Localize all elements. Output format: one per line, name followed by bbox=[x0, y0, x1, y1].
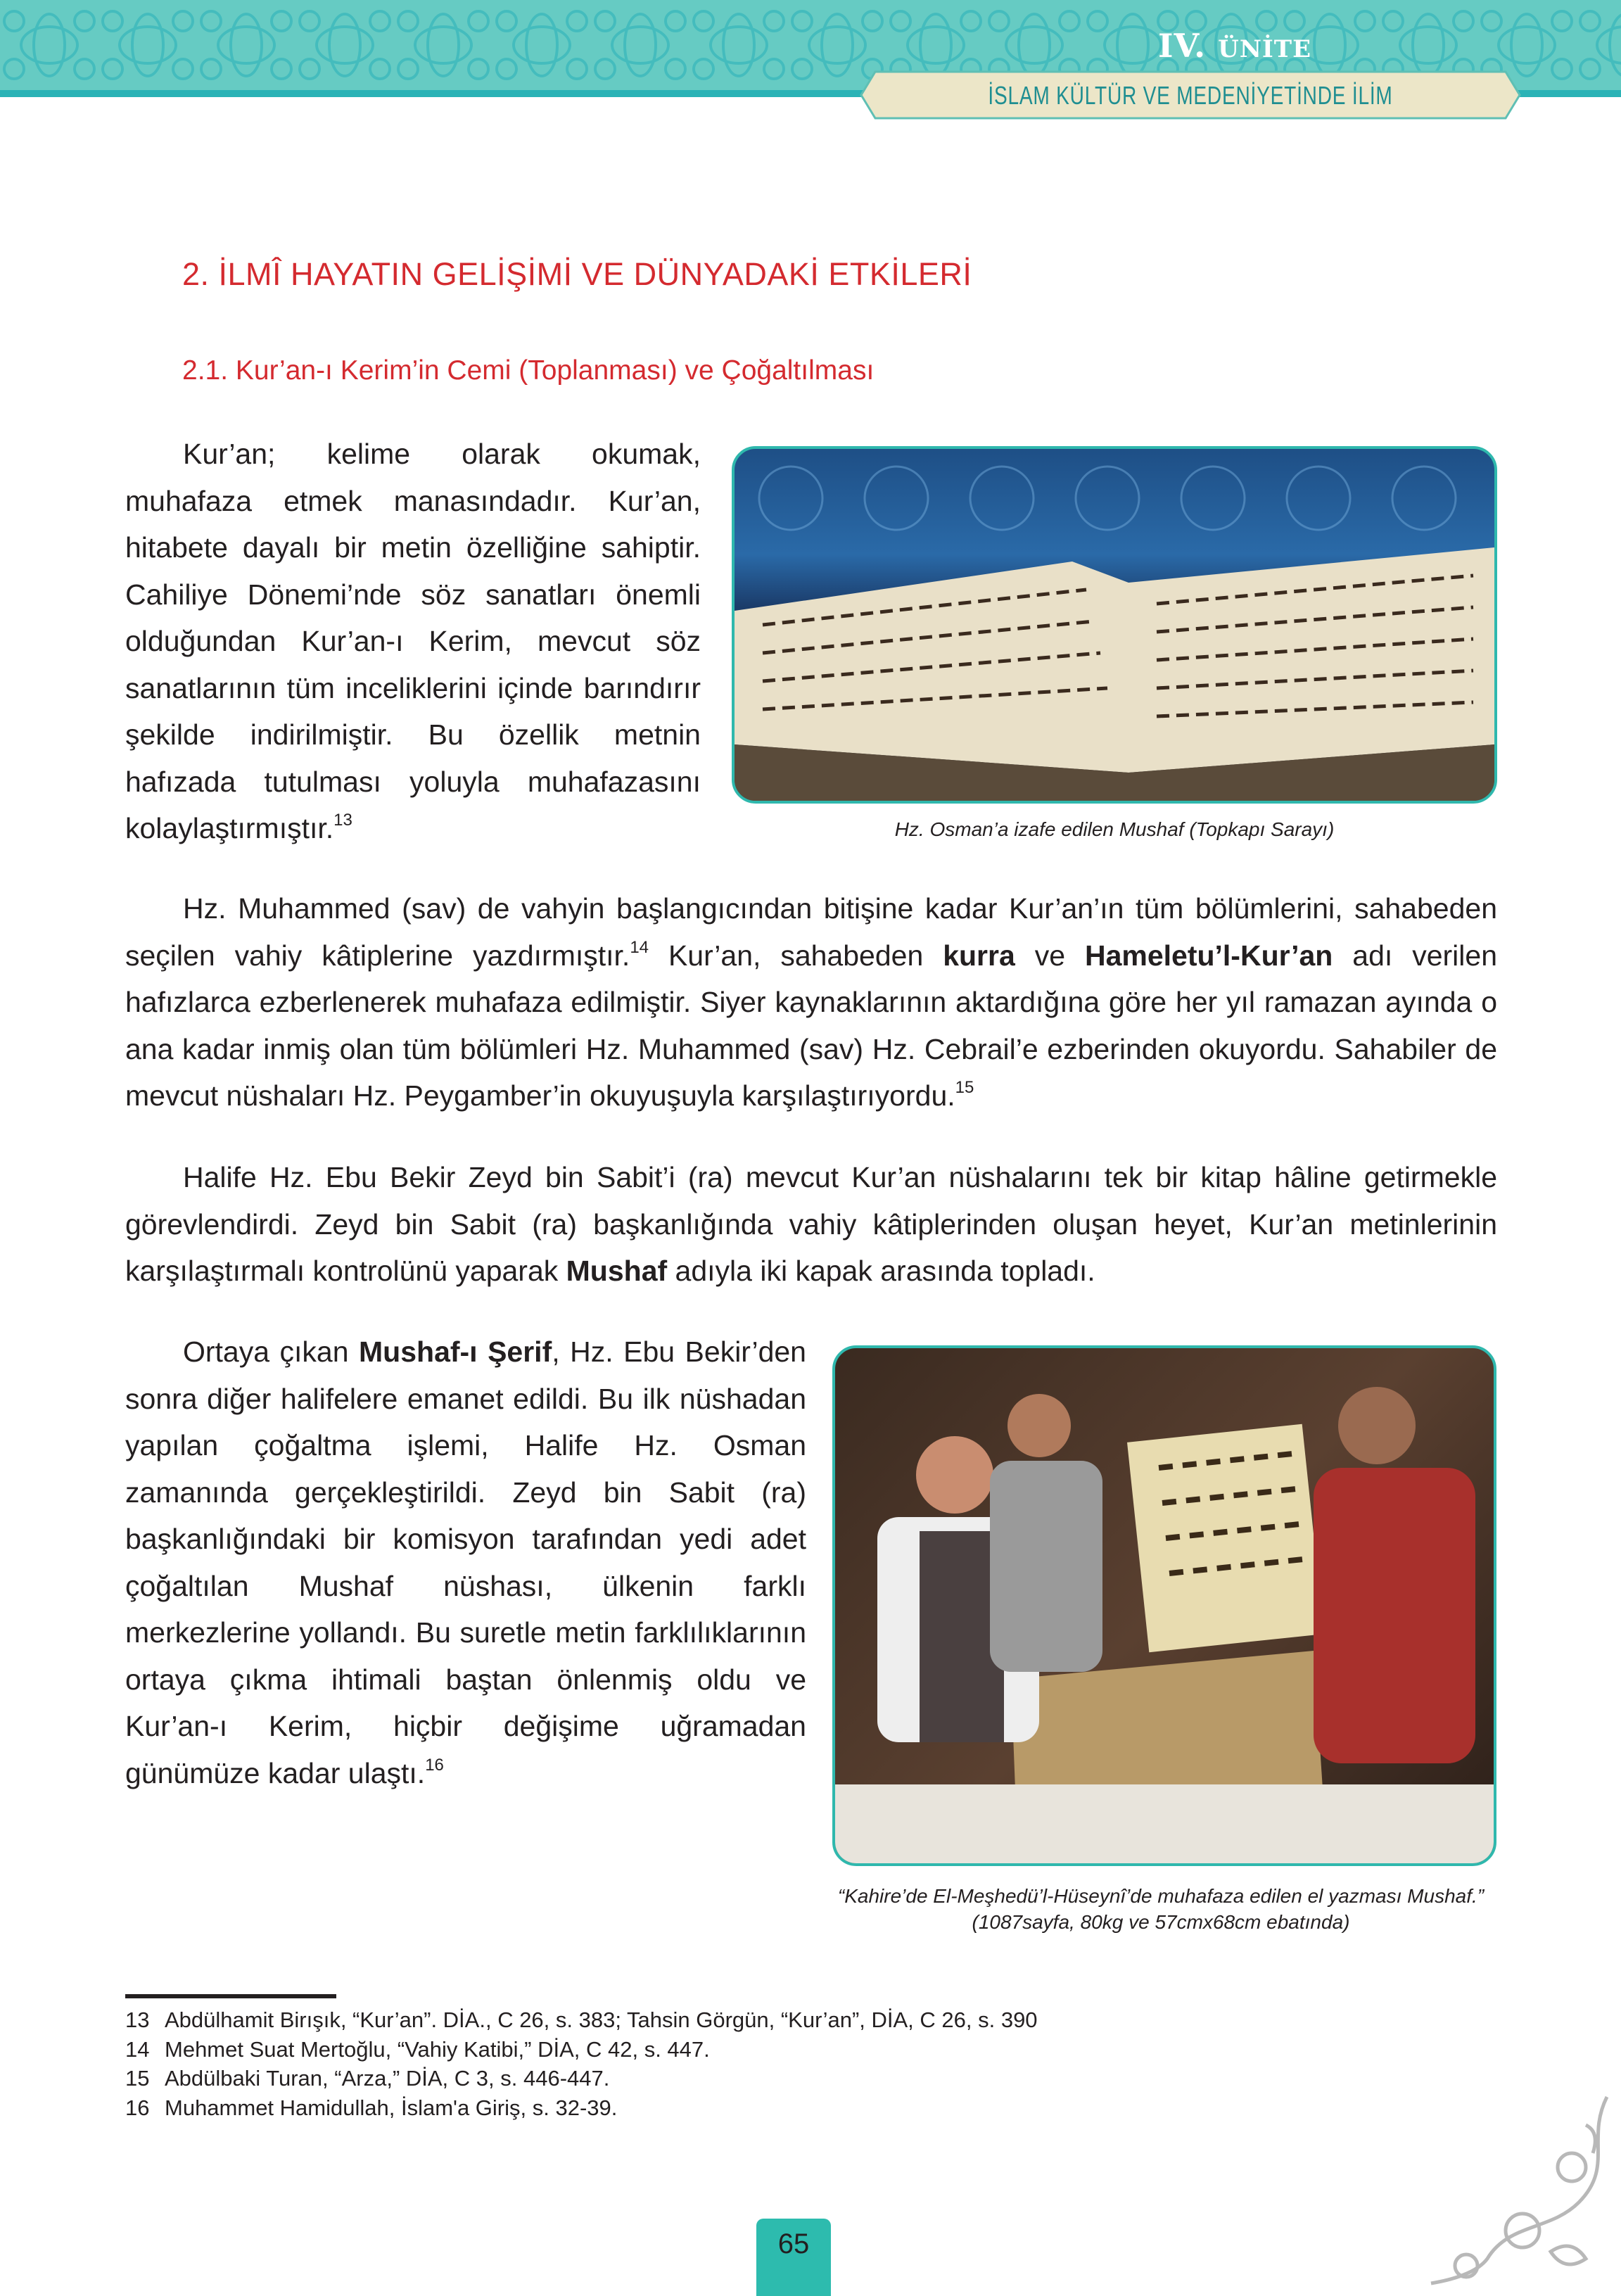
text-run: Halife Hz. Ebu Bekir Zeyd bin Sabit’i (ra) mevcut Kur’an nüshalarını tek bir kitap hâline getirmekle görevlendirdi. Zeyd bin Sabit (ra) başkanlığında vahiy kâtiplerinden oluşan heyet, Kur’an metinlerinin karşılaştırmalı kontrolünü yaparak bbox=[125, 1161, 1497, 1287]
unit-title: İSLAM KÜLTÜR VE MEDENİYETİNDE İLİM bbox=[988, 81, 1393, 110]
text-run: Kur’an, sahabeden bbox=[649, 939, 943, 972]
paragraph-1 bbox=[125, 431, 701, 852]
footnote: 15 Abdülbaki Turan, “Arza,” DİA, C 3, s. 446-447. bbox=[125, 2066, 610, 2091]
bold-term: Mushaf bbox=[566, 1255, 668, 1287]
paragraph-3 bbox=[125, 1154, 1497, 1295]
text-run: Ortaya çıkan bbox=[183, 1336, 360, 1368]
corner-ornament-icon bbox=[1410, 2083, 1621, 2286]
bold-term: kurra bbox=[943, 939, 1015, 972]
footnote-divider bbox=[125, 1994, 336, 1998]
footnote-ref: 13 bbox=[333, 811, 352, 830]
text-run: Hz. Muhammed (sav) de vahyin başlangıcından bitişine kadar Kur’an’ın tüm bölümlerini, sahabeden seçilen vahiy kâtiplerine yazdırmıştır. bbox=[125, 892, 1497, 972]
figure-2-caption-line1: “Kahire’de El-Meşhedü’l-Hüseynî’de muhafaza edilen el yazması Mushaf.” bbox=[837, 1885, 1485, 1907]
unit-title-banner bbox=[860, 70, 1521, 120]
footnote: 14 Mehmet Suat Mertoğlu, “Vahiy Katibi,” DİA, C 42, s. 447. bbox=[125, 2036, 710, 2062]
text-run: , Hz. Ebu Bekir’den sonra diğer halifelere emanet edildi. Bu ilk nüshadan yapılan çoğaltma işlemi, Halife Hz. Osman zamanında gerçekleştirildi. Zeyd bin Sabit (ra) başkanlığındaki bir komisyon tarafından yedi adet çoğaltılan Mushaf nüshası, ülkenin farklı merkezlerine yollandı. Bu suretle metin farklılıklarının ortaya çıkma ihtimali baştan önlenmiş oldu ve Kur’an-ı Kerim, hiçbir değişime uğramadan günümüze kadar ulaştı. bbox=[125, 1336, 806, 1789]
footnote-ref: 15 bbox=[955, 1078, 974, 1097]
footnote: 16 Muhammet Hamidullah, İslam'a Giriş, s. 32-39. bbox=[125, 2095, 618, 2120]
figure-2-caption-line2: (1087sayfa, 80kg ve 57cmx68cm ebatında) bbox=[972, 1911, 1350, 1933]
subsection-title: 2.1. Kur’an-ı Kerim’in Cemi (Toplanması) ve Çoğaltılması bbox=[182, 355, 875, 386]
paragraph-2 bbox=[125, 885, 1497, 1120]
bold-term: Hameletu’l-Kur’an bbox=[1084, 939, 1333, 972]
text-run: Kur’an; kelime olarak okumak, muhafaza etmek manasındadır. Kur’an, hitabete dayalı bir metin özelliğine sahiptir. Cahiliye Dönemi’nde söz sanatları önemli olduğundan Kur’an-ı Kerim, mevcut söz sanatlarının tüm inceliklerini içinde barındırır şekilde indirilmiştir. Bu özellik metnin hafızada tutulması yoluyla muhafazasını kolaylaştırmıştır. bbox=[125, 438, 701, 844]
footnotes bbox=[125, 2005, 1038, 2122]
unit-label: IV. ÜNİTE bbox=[1157, 27, 1312, 65]
footnote: 13 Abdülhamit Birışık, “Kur’an”. DİA., C 26, s. 383; Tahsin Görgün, “Kur’an”, DİA, C 26, s. 390 bbox=[125, 2008, 1038, 2032]
paragraph-4 bbox=[125, 1328, 806, 1796]
photo-mushaf-topkapi bbox=[732, 446, 1497, 804]
section-title: 2. İLMÎ HAYATIN GELİŞİMİ VE DÜNYADAKİ ETKİLERİ bbox=[182, 256, 972, 292]
footnote-ref: 14 bbox=[630, 937, 649, 957]
figure-1-caption: Hz. Osman’a izafe edilen Mushaf (Topkapı Sarayı) bbox=[894, 818, 1335, 840]
page-number: 65 bbox=[756, 2219, 831, 2296]
figure-2-caption bbox=[774, 1883, 1548, 1935]
photo-mushaf-cairo bbox=[832, 1345, 1496, 1866]
footnote-ref: 16 bbox=[425, 1755, 444, 1775]
text-run: ve bbox=[1015, 939, 1085, 972]
text-run: adı verilen hafızlarca ezberlenerek muhafaza edilmiştir. Siyer kaynaklarının aktardığına göre her yıl ramazan ayında o ana kadar inmiş olan tüm bölümleri Hz. Muhammed (sav) Hz. Cebrail’e ezberinden okuyordu. Sahabiler de mevcut nüshaları Hz. Peygamber’in okuyuşuyla karşılaştırıyordu. bbox=[125, 939, 1498, 1112]
text-run: adıyla iki kapak arasında topladı. bbox=[667, 1255, 1095, 1287]
bold-term: Mushaf-ı Şerif bbox=[359, 1336, 552, 1368]
